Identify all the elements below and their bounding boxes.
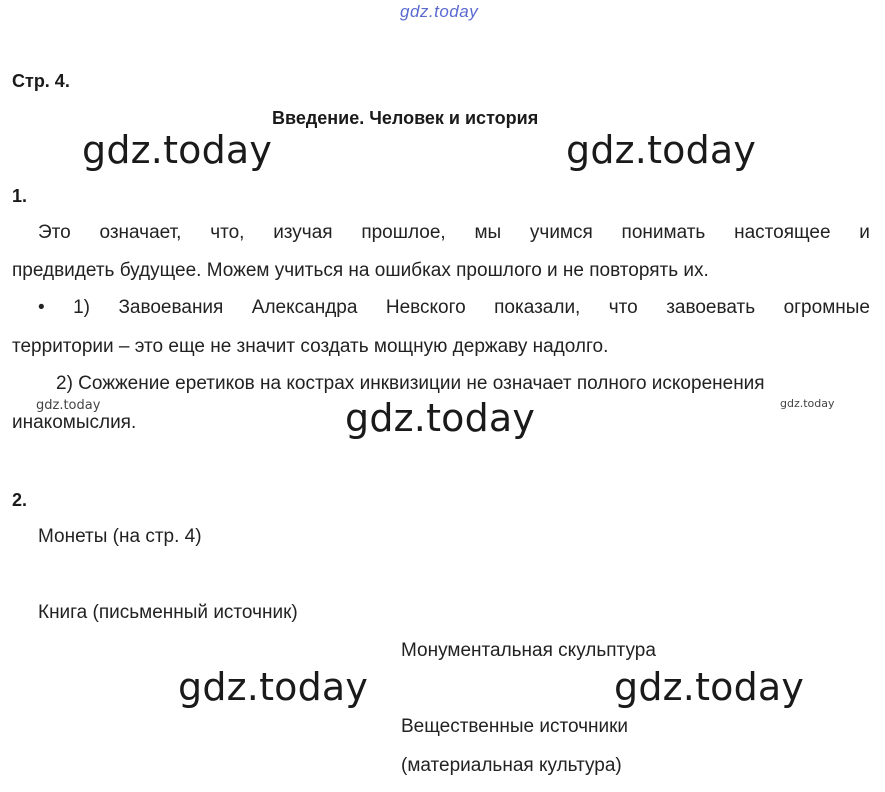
watermark-big: gdz.today xyxy=(614,665,805,709)
word: учимся xyxy=(529,222,593,243)
word: изучая xyxy=(273,222,333,243)
task-1-number: 1. xyxy=(12,186,28,206)
word: огромные xyxy=(783,297,870,318)
word: настоящее xyxy=(734,222,831,243)
task-1-paragraph-2-line-2: территории – это еще не значит создать мощную державу надолго. xyxy=(12,336,609,357)
word: Александра xyxy=(251,297,358,318)
task-1-paragraph-2-line-1 xyxy=(38,297,870,319)
task-2-item-coins: Монеты (на стр. 4) xyxy=(38,526,202,547)
word: 1) xyxy=(73,297,90,318)
task-1-paragraph-3-line-2: инакомыслия. xyxy=(12,412,137,433)
task-2-item-book: Книга (письменный источник) xyxy=(38,602,298,623)
word: и xyxy=(859,222,870,243)
task-1-paragraph-1-line-1 xyxy=(38,222,870,244)
word: что xyxy=(608,297,638,318)
task-1-paragraph-3-line-1: 2) Сожжение еретиков на кострах инквизиции не означает полного искоренения xyxy=(56,373,765,394)
word: что, xyxy=(210,222,245,243)
word: мы xyxy=(474,222,502,243)
task-2-item-material-sources: Вещественные источники xyxy=(401,716,629,737)
word: понимать xyxy=(621,222,706,243)
word: • xyxy=(38,297,45,318)
word: прошлое, xyxy=(361,222,446,243)
section-title: Введение. Человек и история xyxy=(272,108,539,128)
watermark-big: gdz.today xyxy=(345,396,536,440)
word: означает, xyxy=(99,222,182,243)
word: Завоевания xyxy=(118,297,224,318)
task-2-item-sculpture: Монументальная скульптура xyxy=(401,640,656,661)
task-2-item-material-culture: (материальная культура) xyxy=(401,755,622,776)
watermark-top: gdz.today xyxy=(400,2,479,21)
watermark-small: gdz.today xyxy=(36,398,101,413)
watermark-tiny: gdz.today xyxy=(780,397,835,410)
watermark-big: gdz.today xyxy=(82,128,273,172)
watermark-big: gdz.today xyxy=(178,665,369,709)
word: завоевать xyxy=(666,297,756,318)
word: Это xyxy=(38,222,71,243)
word: показали, xyxy=(494,297,581,318)
watermark-big: gdz.today xyxy=(566,128,757,172)
word: Невского xyxy=(385,297,466,318)
page-label: Стр. 4. xyxy=(12,71,70,91)
task-1-paragraph-1-line-2: предвидеть будущее. Можем учиться на ошибках прошлого и не повторять их. xyxy=(12,260,709,281)
task-2-number: 2. xyxy=(12,490,28,510)
